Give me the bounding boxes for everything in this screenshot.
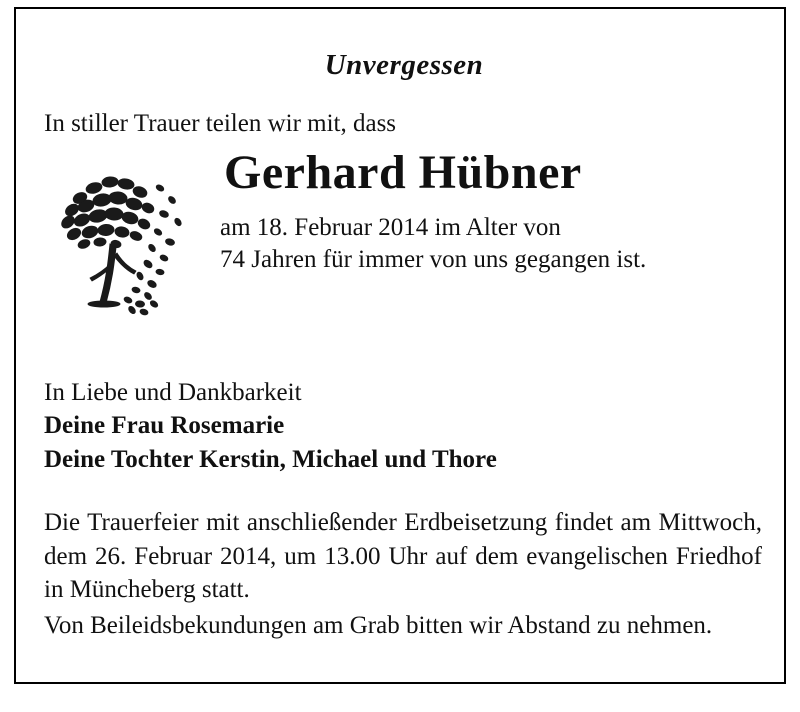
death-date-line-1: am 18. Februar 2014 im Alter von	[220, 214, 561, 242]
death-date-line-2: 74 Jahren für immer von uns gegangen ist.	[220, 246, 647, 274]
obituary-notice-card	[14, 7, 786, 684]
tree-with-falling-leaves-icon	[40, 152, 205, 332]
intro-text: In stiller Trauer teilen wir mit, dass	[44, 110, 397, 137]
family-line-1: Deine Frau Rosemarie	[44, 412, 285, 440]
service-details: Die Trauerfeier mit anschließender Erdbeisetzung findet am Mittwoch, dem 26. Februar 2014, um 13.00 Uhr auf dem evangelischen Friedhof in Müncheberg statt.	[44, 508, 762, 604]
family-line-2: Deine Tochter Kerstin, Michael und Thore	[44, 445, 497, 473]
headline: Unvergessen	[324, 49, 484, 81]
closing-request: Von Beileidsbekundungen am Grab bitten wir Abstand zu nehmen.	[44, 612, 713, 639]
family-block	[44, 376, 784, 476]
name-and-illustration-row	[16, 144, 784, 344]
family-intro: In Liebe und Dankbarkeit	[44, 379, 302, 406]
name-block	[216, 144, 784, 276]
death-date-line	[216, 212, 784, 276]
service-block	[44, 506, 762, 643]
deceased-name: Gerhard Hübner	[224, 146, 582, 199]
